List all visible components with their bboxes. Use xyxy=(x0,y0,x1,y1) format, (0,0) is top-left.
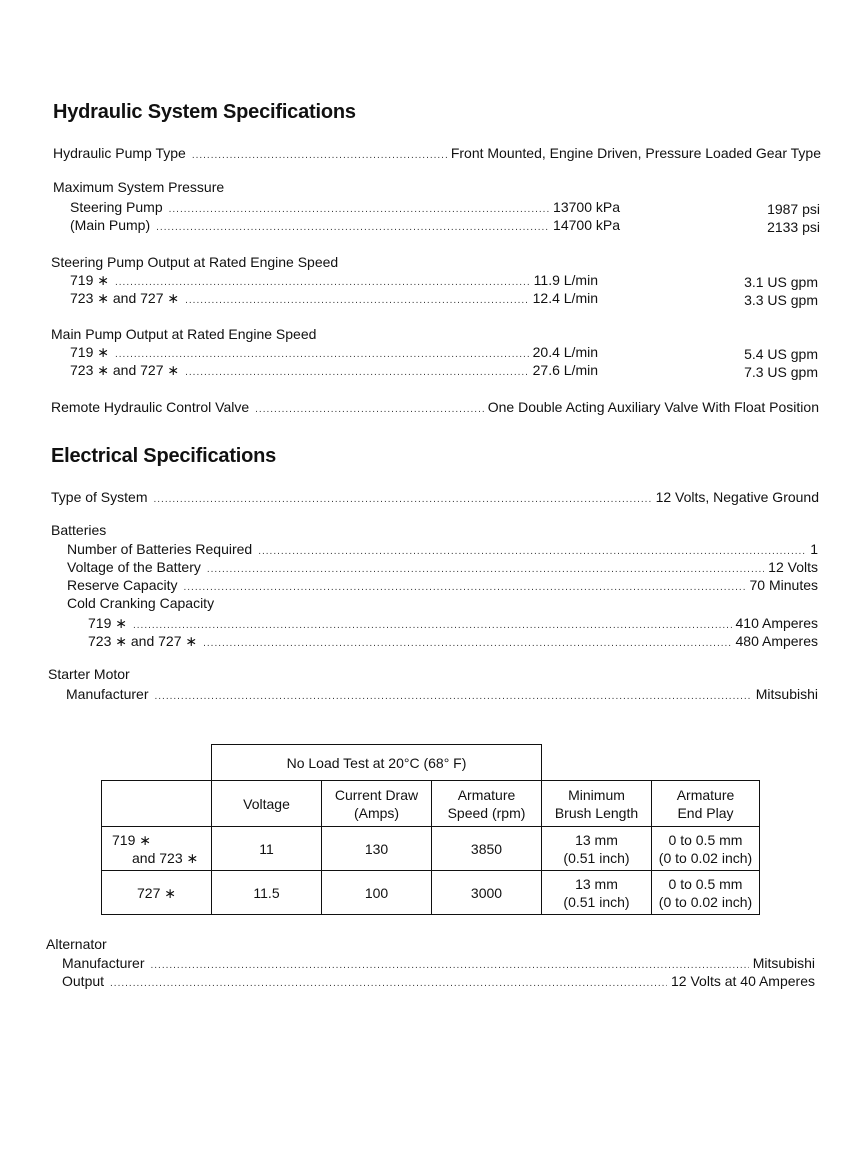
spec-label: 719 ∗ xyxy=(70,344,109,360)
spec-value: Mitsubishi xyxy=(755,686,818,702)
leader-dots xyxy=(255,404,484,415)
leader-dots xyxy=(207,564,764,575)
header-speed: Armature Speed (rpm) xyxy=(432,781,542,827)
leader-dots xyxy=(115,277,530,288)
no-load-test-header: No Load Test at 20°C (68° F) xyxy=(212,745,542,781)
spec-value: 12 Volts xyxy=(768,559,818,575)
table-row xyxy=(102,871,760,915)
spec-row-alt-output xyxy=(62,973,815,991)
table-group-header-row xyxy=(102,745,760,781)
spec-row-battery-voltage xyxy=(67,559,818,577)
leader-dots xyxy=(185,367,529,378)
alternator-label: Alternator xyxy=(46,936,107,952)
spec-value: 12 Volts, Negative Ground xyxy=(655,489,819,505)
leader-dots xyxy=(110,978,667,989)
spec-label: 723 ∗ and 727 ∗ xyxy=(70,290,180,306)
spec-value: 11.9 L/min xyxy=(533,272,598,288)
cell-endplay: 0 to 0.5 mm (0 to 0.02 inch) xyxy=(652,827,760,871)
cell-voltage: 11.5 xyxy=(212,871,322,915)
spec-label: Reserve Capacity xyxy=(67,577,178,593)
leader-dots xyxy=(192,150,447,161)
spec-value: Mitsubishi xyxy=(752,955,815,971)
spec-value: One Double Acting Auxiliary Valve With Float Position xyxy=(487,399,819,415)
leader-dots xyxy=(203,638,731,649)
cell-speed: 3850 xyxy=(432,827,542,871)
spec-label: 723 ∗ and 727 ∗ xyxy=(88,633,198,649)
spec-alt-value: 3.3 US gpm xyxy=(744,292,818,308)
spec-row-main-719 xyxy=(70,344,598,362)
spec-row-cranking-723 xyxy=(88,633,818,651)
spec-value: 480 Amperes xyxy=(735,633,818,649)
spec-label: Manufacturer xyxy=(66,686,149,702)
leader-dots xyxy=(153,494,651,505)
spec-value: 70 Minutes xyxy=(749,577,818,593)
leader-dots xyxy=(156,222,549,233)
cell-model: 727 ∗ xyxy=(102,871,212,915)
table-header-row xyxy=(102,781,760,827)
header-model xyxy=(102,781,212,827)
spec-alt-value: 3.1 US gpm xyxy=(744,274,818,290)
spec-label: Voltage of the Battery xyxy=(67,559,201,575)
spec-row-steering-pump xyxy=(70,199,620,217)
spec-label: Hydraulic Pump Type xyxy=(53,145,186,161)
table-corner xyxy=(102,745,212,781)
leader-dots xyxy=(150,960,748,971)
max-pressure-label: Maximum System Pressure xyxy=(53,179,225,195)
spec-label: Number of Batteries Required xyxy=(67,541,253,557)
header-voltage: Voltage xyxy=(212,781,322,827)
spec-value: 12.4 L/min xyxy=(532,290,598,306)
spec-value: 410 Amperes xyxy=(735,615,818,631)
spec-row-pump-type xyxy=(53,145,821,163)
starter-test-table xyxy=(101,744,760,915)
spec-label: Output xyxy=(62,973,105,989)
spec-label: (Main Pump) xyxy=(70,217,151,233)
spec-row-main-723 xyxy=(70,362,598,380)
header-endplay: Armature End Play xyxy=(652,781,760,827)
leader-dots xyxy=(133,620,732,631)
cell-current: 130 xyxy=(322,827,432,871)
spec-row-system-type xyxy=(51,489,819,507)
spec-value: 27.6 L/min xyxy=(532,362,598,378)
spec-value: 1 xyxy=(810,541,818,557)
cell-voltage: 11 xyxy=(212,827,322,871)
spec-row-cranking-719 xyxy=(88,615,818,633)
spec-label: Manufacturer xyxy=(62,955,145,971)
main-output-label: Main Pump Output at Rated Engine Speed xyxy=(51,326,317,342)
table-row xyxy=(102,827,760,871)
spec-label: 723 ∗ and 727 ∗ xyxy=(70,362,180,378)
spec-row-alt-mfr xyxy=(62,955,815,973)
header-brush: Minimum Brush Length xyxy=(542,781,652,827)
spec-row-steering-719 xyxy=(70,272,598,290)
spec-label: Steering Pump xyxy=(70,199,163,215)
cell-model: 719 ∗ and 723 ∗ xyxy=(102,827,212,871)
spec-value: 20.4 L/min xyxy=(532,344,598,360)
cell-current: 100 xyxy=(322,871,432,915)
header-current: Current Draw (Amps) xyxy=(322,781,432,827)
steering-output-label: Steering Pump Output at Rated Engine Speed xyxy=(51,254,339,270)
leader-dots xyxy=(184,582,746,593)
cell-endplay: 0 to 0.5 mm (0 to 0.02 inch) xyxy=(652,871,760,915)
spec-alt-value: 7.3 US gpm xyxy=(744,364,818,380)
leader-dots xyxy=(154,691,751,702)
spec-value: Front Mounted, Engine Driven, Pressure Loaded Gear Type xyxy=(450,145,821,161)
spec-value: 13700 kPa xyxy=(553,199,620,215)
leader-dots xyxy=(258,546,806,557)
spec-alt-value: 5.4 US gpm xyxy=(744,346,818,362)
batteries-label: Batteries xyxy=(51,522,107,538)
spec-alt-value: 2133 psi xyxy=(767,219,820,235)
spec-value: 12 Volts at 40 Amperes xyxy=(671,973,815,989)
spec-alt-value: 1987 psi xyxy=(767,201,820,217)
spec-value: 14700 kPa xyxy=(553,217,620,233)
spec-label: 719 ∗ xyxy=(70,272,109,288)
spec-row-starter-mfr xyxy=(66,686,818,704)
spec-row-steering-723 xyxy=(70,290,598,308)
spec-label: Remote Hydraulic Control Valve xyxy=(51,399,250,415)
table-spacer xyxy=(542,745,760,781)
spec-label: 719 ∗ xyxy=(88,615,127,631)
starter-label: Starter Motor xyxy=(48,666,130,682)
spec-label: Type of System xyxy=(51,489,148,505)
spec-row-reserve xyxy=(67,577,818,595)
spec-row-remote-valve xyxy=(51,399,819,417)
cell-brush: 13 mm (0.51 inch) xyxy=(542,827,652,871)
spec-row-num-batteries xyxy=(67,541,818,559)
leader-dots xyxy=(185,295,529,306)
hydraulic-title: Hydraulic System Specifications xyxy=(53,101,356,123)
cell-brush: 13 mm (0.51 inch) xyxy=(542,871,652,915)
electrical-title: Electrical Specifications xyxy=(51,445,277,467)
leader-dots xyxy=(115,349,529,360)
leader-dots xyxy=(169,204,549,215)
cell-speed: 3000 xyxy=(432,871,542,915)
spec-row-main-pump xyxy=(70,217,620,235)
cranking-label: Cold Cranking Capacity xyxy=(67,595,215,611)
